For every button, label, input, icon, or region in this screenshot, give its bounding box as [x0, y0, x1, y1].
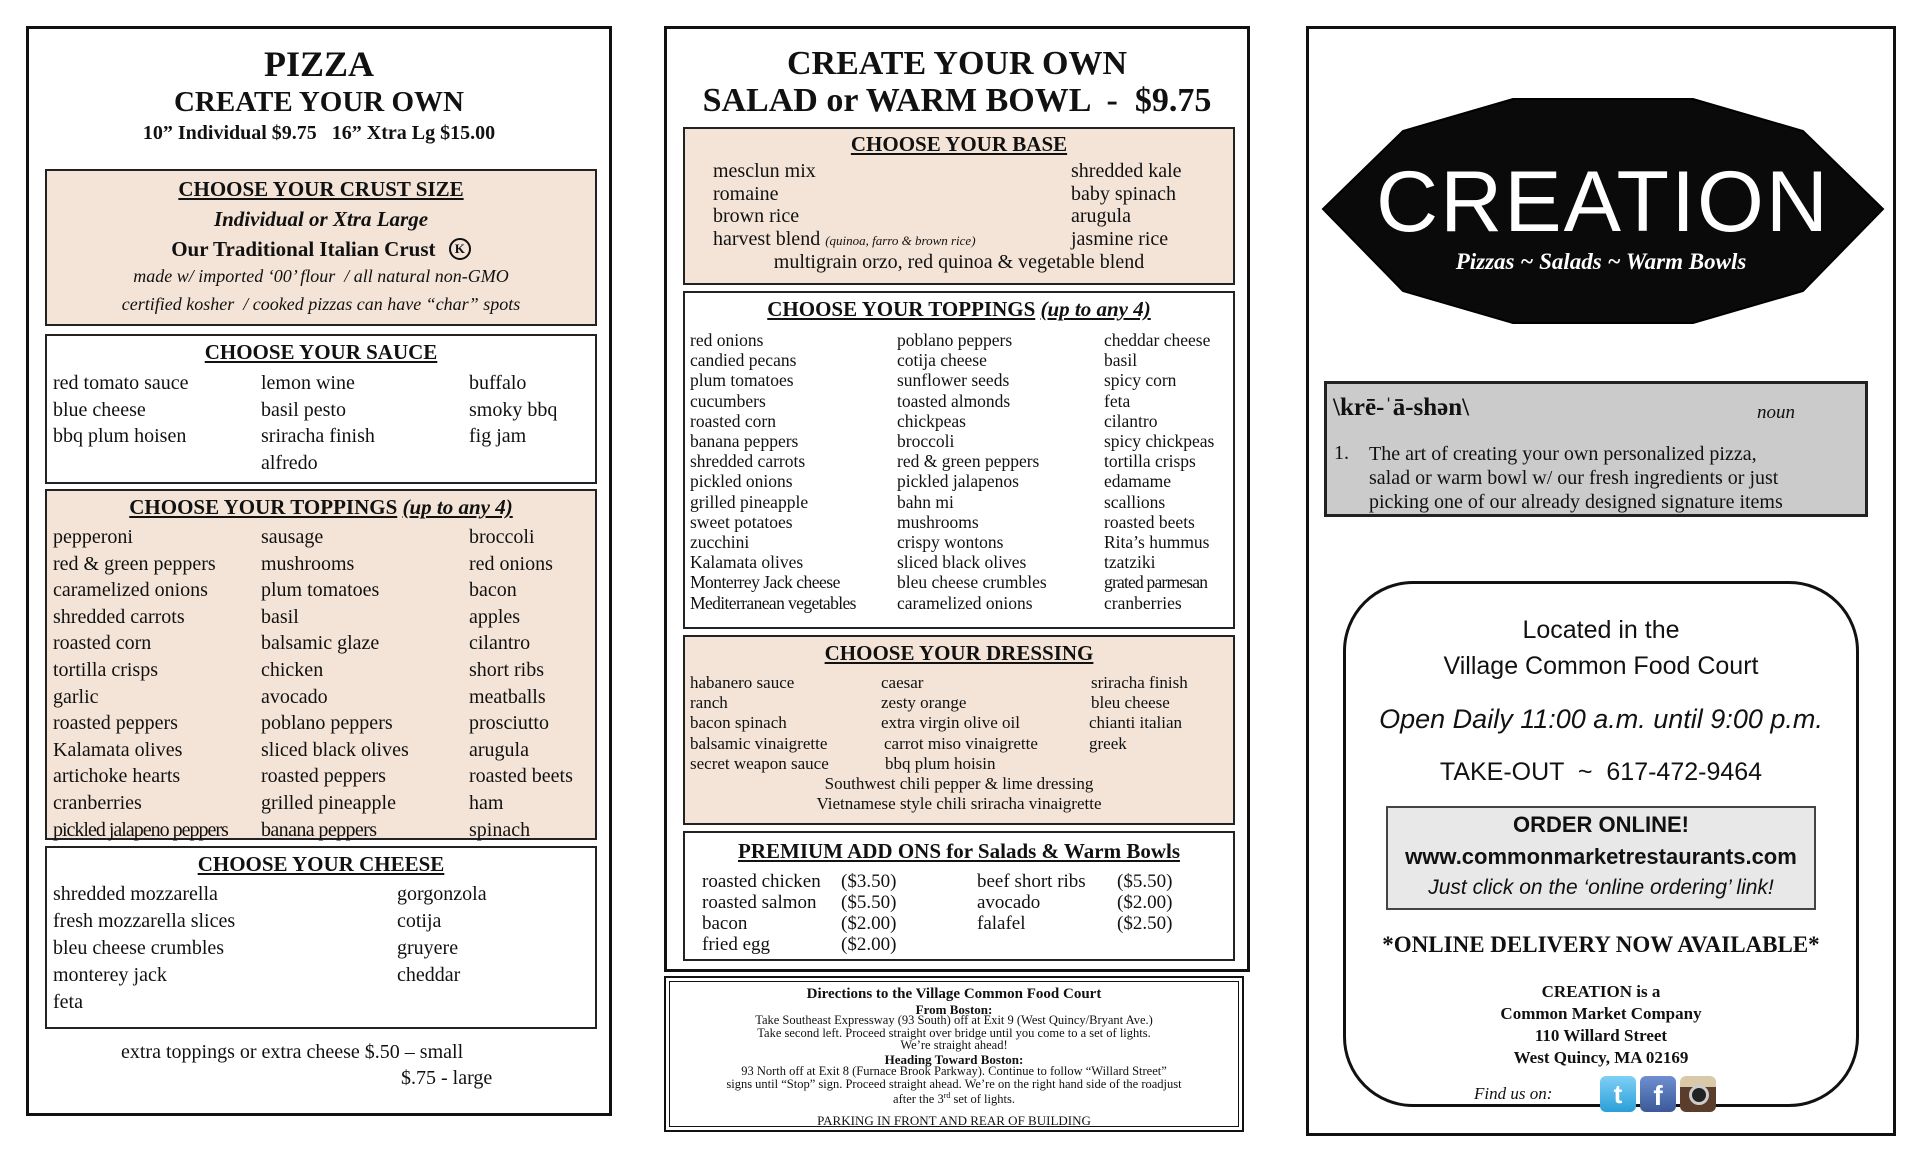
- definition-line: salad or warm bowl w/ our fresh ingredients or just: [1369, 467, 1779, 489]
- twitter-icon[interactable]: t: [1600, 1076, 1636, 1112]
- list-item: roasted beets: [469, 765, 573, 788]
- addons-col-2-names: [977, 871, 1086, 934]
- direction-line: 93 North off at Exit 8 (Furnace Brook Parkway). Continue to follow “Willard Street”: [741, 1064, 1167, 1078]
- definition-box: [1324, 381, 1868, 517]
- list-item: habanero sauce: [690, 673, 795, 692]
- cheese-section: [45, 846, 597, 1029]
- list-item: arugula: [469, 738, 529, 761]
- list-item: romaine: [713, 182, 779, 205]
- list-item: Monterrey Jack cheese: [690, 572, 840, 593]
- list-item: spicy chickpeas: [1104, 431, 1215, 452]
- list-item: sliced black olives: [897, 552, 1027, 573]
- dressing-col-3: [1091, 673, 1188, 754]
- hours: Open Daily 11:00 a.m. until 9:00 p.m.: [1379, 704, 1823, 734]
- list-item: lemon wine: [261, 372, 355, 394]
- list-item: caesar: [881, 673, 924, 692]
- sauce-section: [45, 334, 597, 484]
- pizza-toppings-section: [45, 489, 597, 840]
- direction-fragment: after the 3: [893, 1092, 944, 1107]
- list-item: roasted salmon: [702, 892, 817, 913]
- list-item: smoky bbq: [469, 398, 558, 421]
- list-item: fresh mozzarella slices: [53, 910, 236, 932]
- price: ($2.00): [841, 934, 897, 955]
- dressing-line-1: Southwest chili pepper & lime dressing: [824, 774, 1094, 793]
- addons-col-1-names: [702, 871, 821, 955]
- order-online-note: Just click on the ‘online ordering’ link!: [1428, 876, 1774, 899]
- info-box: [1343, 581, 1859, 1111]
- list-item: plum tomatoes: [261, 579, 380, 602]
- list-item: shredded carrots: [690, 451, 806, 472]
- list-item: spicy corn: [1104, 370, 1177, 391]
- addons-header: PREMIUM ADD ONS for Salads & Warm Bowls: [738, 839, 1180, 863]
- list-item: feta: [53, 991, 83, 1013]
- salad-toppings-col-3: [1104, 330, 1214, 613]
- pizza-toppings-header: CHOOSE YOUR TOPPINGS: [129, 495, 398, 519]
- list-item: basil pesto: [261, 398, 346, 421]
- list-item: pepperoni: [53, 526, 133, 548]
- direction-fragment: set of lights.: [950, 1092, 1015, 1107]
- list-item: falafel: [977, 913, 1026, 934]
- base-section: [683, 127, 1235, 285]
- list-item: beef short ribs: [977, 871, 1086, 892]
- list-item: banana peppers: [690, 431, 799, 452]
- list-item: bleu cheese crumbles: [53, 937, 225, 959]
- list-item: plum tomatoes: [690, 370, 794, 391]
- list-item: shredded carrots: [53, 605, 185, 628]
- list-item: feta: [1104, 390, 1131, 411]
- salad-toppings-section: [683, 291, 1235, 629]
- list-item: roasted peppers: [261, 765, 386, 788]
- list-item: basil: [261, 605, 299, 628]
- list-item: red & green peppers: [53, 552, 216, 575]
- definition-text: [1369, 442, 1783, 514]
- list-item: sriracha finish: [1091, 673, 1188, 692]
- list-item: ranch: [690, 693, 728, 713]
- list-item: apples: [469, 605, 521, 628]
- list-item: tortilla crisps: [53, 658, 158, 681]
- order-online-title: ORDER ONLINE!: [1513, 812, 1689, 837]
- list-item: spinach: [469, 818, 531, 841]
- list-item: pickled onions: [690, 471, 793, 492]
- list-item: cotija: [397, 910, 442, 932]
- list-item: Kalamata olives: [53, 738, 183, 761]
- list-item: scallions: [1104, 491, 1166, 512]
- sauce-col-2: [261, 370, 375, 476]
- list-item: sriracha finish: [261, 425, 375, 447]
- find-us-label: Find us on:: [1474, 1084, 1553, 1103]
- list-item: red onions: [690, 330, 764, 350]
- list-item: [713, 228, 976, 253]
- list-item: tortilla crisps: [1104, 451, 1196, 472]
- list-item: bleu cheese: [1091, 693, 1170, 713]
- list-item: tzatziki: [1104, 552, 1156, 573]
- location-line-1: Located in the: [1522, 616, 1680, 644]
- list-item: ham: [469, 791, 504, 814]
- list-item: gruyere: [397, 937, 459, 959]
- list-item: monterey jack: [53, 964, 167, 986]
- list-item: sausage: [261, 526, 324, 548]
- directions-title: Directions to the Village Common Food Court: [806, 986, 1102, 1002]
- company-line-1: CREATION is a: [1541, 982, 1661, 1001]
- list-item: cheddar: [397, 964, 461, 986]
- list-item: carrot miso vinaigrette: [884, 733, 1038, 753]
- pizza-toppings-col-3: [469, 524, 573, 843]
- list-item: sunflower seeds: [897, 370, 1010, 391]
- list-item: roasted peppers: [53, 712, 178, 735]
- company-line-2: Common Market Company: [1500, 1004, 1702, 1023]
- list-item: chianti italian: [1089, 713, 1182, 733]
- list-item: broccoli: [469, 526, 535, 548]
- dressing-line-2: Vietnamese style chili sriracha vinaigrette: [816, 794, 1102, 813]
- list-item: bahn mi: [897, 491, 954, 512]
- list-item: fig jam: [469, 425, 527, 447]
- list-item: bbq plum hoisen: [53, 425, 187, 447]
- direction-line: signs until “Stop” sign. Proceed straight ahead. We’re on the right hand side of the roadjust: [726, 1076, 1182, 1091]
- list-item: roasted chicken: [702, 871, 821, 892]
- definition-line: The art of creating your own personalized pizza,: [1369, 443, 1757, 465]
- price: ($5.50): [841, 892, 897, 913]
- list-item: mushrooms: [261, 552, 355, 575]
- list-item: pickled jalapeno peppers: [53, 818, 228, 841]
- base-col-1: [713, 160, 976, 252]
- dressing-section: [683, 635, 1235, 825]
- list-item: caramelized onions: [53, 579, 208, 602]
- pizza-toppings-col-2: [261, 524, 409, 843]
- list-item: cilantro: [1104, 410, 1158, 431]
- addons-col-2-prices: [1117, 871, 1172, 934]
- salad-toppings-col-1: [690, 330, 856, 613]
- list-item: poblano peppers: [897, 330, 1013, 350]
- list-item: avocado: [977, 892, 1041, 913]
- addons-section: [683, 831, 1235, 961]
- order-online-box[interactable]: [1386, 806, 1816, 910]
- list-item: Rita’s hummus: [1104, 532, 1210, 553]
- address-line-1: 110 Willard Street: [1534, 1026, 1668, 1045]
- list-item: shredded mozzarella: [53, 883, 218, 905]
- list-item: banana peppers: [261, 818, 377, 841]
- order-online-url[interactable]: www.commonmarketrestaurants.com: [1405, 844, 1797, 869]
- list-item: zucchini: [690, 532, 750, 553]
- list-item: artichoke hearts: [53, 765, 181, 788]
- base-col-2: [1071, 160, 1182, 250]
- crust-header: CHOOSE YOUR CRUST SIZE: [178, 177, 464, 201]
- list-item: bacon spinach: [690, 713, 787, 733]
- direction-line: [666, 1090, 1242, 1106]
- definition-number: 1.: [1334, 442, 1349, 464]
- list-item: extra virgin olive oil: [881, 713, 1020, 733]
- dressing-header: CHOOSE YOUR DRESSING: [824, 641, 1094, 665]
- facebook-icon[interactable]: f: [1640, 1076, 1676, 1112]
- social-icons: [1600, 1076, 1716, 1112]
- list-item: mushrooms: [897, 511, 979, 532]
- list-item: sweet potatoes: [690, 511, 793, 532]
- sauce-header: CHOOSE YOUR SAUCE: [204, 340, 438, 364]
- list-item: candied pecans: [690, 350, 797, 371]
- list-item: red onions: [469, 552, 553, 575]
- list-item: chicken: [261, 658, 324, 681]
- list-item: roasted corn: [690, 410, 777, 431]
- takeout-phone: TAKE-OUT ~ 617-472-9464: [1439, 758, 1763, 786]
- logo-tagline: Pizzas ~ Salads ~ Warm Bowls: [1455, 249, 1747, 274]
- list-item: cheddar cheese: [1104, 330, 1211, 350]
- creation-logo: [1313, 69, 1893, 369]
- list-item: jasmine rice: [1071, 227, 1169, 250]
- list-item: alfredo: [261, 451, 318, 474]
- salad-title-2: SALAD or WARM BOWL - $9.75: [702, 82, 1212, 119]
- list-item: short ribs: [469, 658, 544, 681]
- location-line-2: Village Common Food Court: [1443, 652, 1759, 680]
- list-item: greek: [1089, 733, 1127, 753]
- list-item: cucumbers: [690, 390, 766, 411]
- list-item: cranberries: [1104, 592, 1182, 613]
- list-item: pickled jalapenos: [897, 471, 1019, 492]
- base-harvest-note: (quinoa, farro & brown rice): [825, 232, 976, 248]
- addons-col-1-prices: [841, 871, 896, 955]
- camera-lens: [1689, 1085, 1709, 1105]
- list-item: roasted corn: [53, 632, 152, 655]
- instagram-icon[interactable]: [1680, 1076, 1716, 1112]
- price: ($2.00): [841, 913, 897, 934]
- address-line-2: West Quincy, MA 02169: [1513, 1048, 1689, 1067]
- pizza-subtitle: CREATE YOUR OWN: [173, 86, 464, 118]
- list-item: prosciutto: [469, 712, 549, 735]
- from-boston-label: From Boston:: [915, 1002, 993, 1017]
- part-of-speech: noun: [1757, 402, 1795, 423]
- price: ($2.00): [1117, 892, 1173, 913]
- pizza-toppings-limit: (up to any 4): [402, 495, 513, 519]
- list-item: poblano peppers: [261, 712, 393, 735]
- pronunciation: \krē-ˈā-shən\: [1333, 394, 1470, 421]
- crust-section: [45, 169, 597, 326]
- list-item: fried egg: [702, 934, 771, 955]
- extra-toppings-line-2: $.75 - large: [401, 1067, 493, 1089]
- list-item: basil: [1104, 350, 1138, 371]
- list-item: gorgonzola: [397, 883, 487, 905]
- list-item: Kalamata olives: [690, 552, 804, 573]
- list-item: cotija cheese: [897, 350, 987, 371]
- kosher-symbol: K: [449, 238, 471, 260]
- list-item: grilled pineapple: [690, 491, 809, 512]
- toward-boston-text: [666, 1065, 1242, 1106]
- directions-box: [664, 976, 1244, 1132]
- pizza-toppings-col-1: [53, 524, 228, 843]
- salad-toppings-col-2: [897, 330, 1047, 613]
- dressing-col-1: [690, 673, 829, 774]
- list-item: red & green peppers: [897, 451, 1040, 472]
- list-item: red tomato sauce: [53, 372, 189, 394]
- list-item: balsamic glaze: [261, 632, 380, 655]
- price: ($5.50): [1117, 871, 1173, 892]
- base-harvest: harvest blend: [713, 227, 821, 250]
- sauce-col-1: [53, 370, 189, 450]
- list-item: blue cheese: [53, 398, 146, 421]
- list-item: bleu cheese crumbles: [897, 572, 1047, 593]
- list-item: grated parmesan: [1104, 572, 1208, 593]
- from-boston-text: [666, 1014, 1242, 1052]
- list-item: arugula: [1071, 205, 1131, 227]
- pizza-prices: 10” Individual $9.75 16” Xtra Lg $15.00: [142, 122, 496, 144]
- direction-line: Take Southeast Expressway (93 South) off at Exit 9 (West Quincy/Bryant Ave.): [755, 1013, 1153, 1027]
- salad-toppings-header: CHOOSE YOUR TOPPINGS: [767, 297, 1036, 321]
- list-item: secret weapon sauce: [690, 753, 829, 773]
- brand-panel: [1306, 26, 1896, 1136]
- pizza-panel: [26, 26, 612, 1116]
- list-item: zesty orange: [881, 693, 967, 713]
- base-header: CHOOSE YOUR BASE: [850, 132, 1068, 156]
- list-item: balsamic vinaigrette: [690, 733, 828, 753]
- list-item: sliced black olives: [261, 738, 409, 761]
- cheese-col-1: [53, 881, 235, 1016]
- crust-note-2: certified kosher / cooked pizzas can have “char” spots: [121, 294, 521, 314]
- list-item: chickpeas: [897, 410, 966, 431]
- list-item: caramelized onions: [897, 592, 1033, 613]
- list-item: toasted almonds: [897, 390, 1011, 411]
- list-item: brown rice: [713, 205, 800, 227]
- price: ($3.50): [841, 871, 897, 892]
- list-item: bacon: [702, 913, 748, 934]
- list-item: Mediterranean vegetables: [690, 592, 856, 613]
- extra-toppings-line-1: extra toppings or extra cheese $.50 – small: [121, 1041, 464, 1063]
- direction-line: We’re straight ahead!: [900, 1038, 1008, 1052]
- list-item: shredded kale: [1071, 160, 1182, 182]
- list-item: edamame: [1104, 471, 1172, 492]
- sauce-col-3: [469, 370, 557, 450]
- list-item: grilled pineapple: [261, 791, 396, 814]
- cheese-col-2: [397, 881, 487, 989]
- dressing-col-2: [881, 673, 1038, 774]
- crust-line: Our Traditional Italian Crust: [171, 237, 436, 261]
- list-item: broccoli: [897, 431, 955, 452]
- list-item: meatballs: [469, 685, 546, 708]
- list-item: baby spinach: [1071, 182, 1176, 205]
- list-item: cranberries: [53, 791, 142, 814]
- logo-text: CREATION: [1376, 154, 1830, 250]
- salad-panel: [664, 26, 1250, 972]
- superscript: rd: [943, 1091, 951, 1100]
- crust-note-1: made w/ imported ‘00’ flour / all natural non-GMO: [133, 266, 509, 286]
- list-item: roasted beets: [1104, 511, 1195, 532]
- list-item: mesclun mix: [713, 160, 816, 182]
- company-info: [1346, 981, 1856, 1069]
- list-item: garlic: [53, 685, 99, 708]
- salad-toppings-limit: (up to any 4): [1040, 297, 1151, 321]
- definition-line: picking one of our already designed signature items: [1369, 491, 1783, 513]
- toward-boston-label: Heading Toward Boston:: [884, 1052, 1024, 1067]
- price: ($2.50): [1117, 913, 1173, 934]
- list-item: bacon: [469, 579, 517, 602]
- list-item: bbq plum hoisin: [885, 753, 996, 773]
- parking-note: PARKING IN FRONT AND REAR OF BUILDING: [817, 1113, 1091, 1128]
- crust-size-line: Individual or Xtra Large: [213, 207, 429, 231]
- base-bottom-line: multigrain orzo, red quinoa & vegetable blend: [773, 251, 1145, 273]
- list-item: avocado: [261, 685, 328, 708]
- pizza-title: PIZZA: [263, 44, 375, 84]
- salad-title-1: CREATE YOUR OWN: [786, 45, 1128, 82]
- cheese-header: CHOOSE YOUR CHEESE: [197, 852, 445, 876]
- list-item: buffalo: [469, 372, 527, 394]
- direction-line: Take second left. Proceed straight over bridge until you come to a set of lights.: [757, 1025, 1151, 1040]
- list-item: cilantro: [469, 632, 531, 655]
- list-item: crispy wontons: [897, 532, 1004, 553]
- delivery-banner: *ONLINE DELIVERY NOW AVAILABLE*: [1382, 932, 1820, 957]
